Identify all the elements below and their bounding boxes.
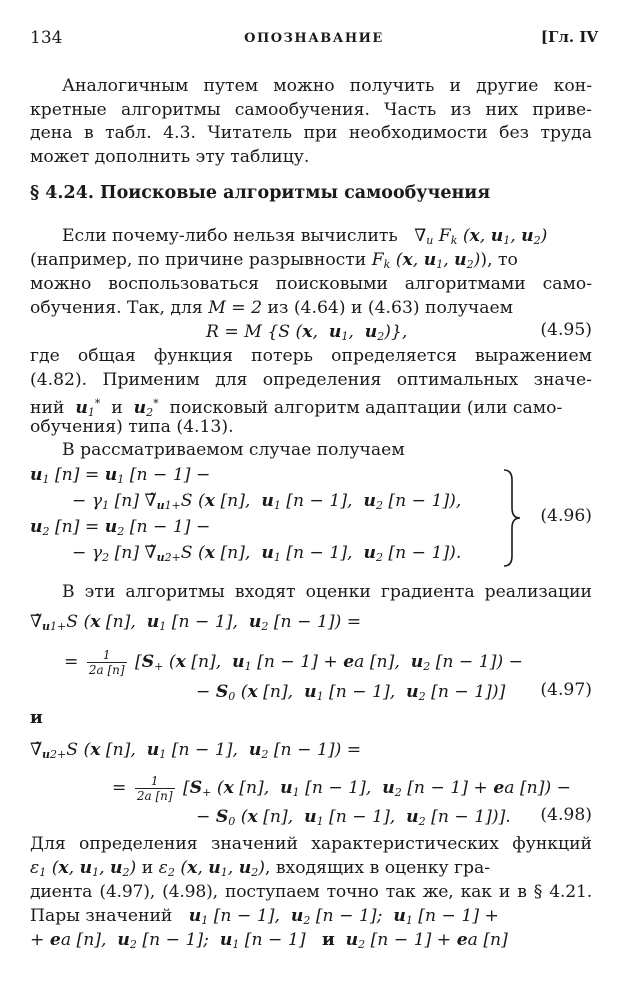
paragraph-intro-line: может дополнить эту таблицу.: [30, 146, 310, 167]
paragraph-line: Пары значений $u_1$ [n − 1], $u_2$ [n − 1]; $u_1$ [n − 1] +: [30, 906, 499, 927]
formula-inline: $F_k$ (x, $u_1$, $u_2$): [371, 250, 481, 271]
chapter-label: [Гл. IV: [540, 28, 598, 46]
equation-4-96-line: $u_2$ $[n] = u_2$ [n − 1] −: [30, 517, 211, 538]
formula-inline: $u_2$ [n − 1] + ea [n]: [345, 930, 508, 951]
paragraph-intro-line: Аналогичным путем можно получить и другие кон-: [62, 76, 592, 96]
paragraph-line: ний $u_1^*$ и $u_2^*$ поисковый алгоритм адаптации (или само-: [30, 397, 563, 419]
formula-inline: $\varepsilon_2$ (x, $u_1$, $u_2$): [158, 858, 265, 879]
equation-4-95: R = M {S (x, $u_1$, $u_2$)},: [206, 322, 408, 343]
equation-4-97-line: $\nablã_{u1+}S$ (x [n], $u_1$ [n − 1], $u_2$ [n − 1]) =: [30, 612, 362, 633]
equation-4-98-line: = $\frac{1}{2a [n]}$ [$S_+$ (x [n], $u_1$ [n − 1], $u_2$ [n − 1] + ea [n]) −: [112, 774, 572, 803]
paragraph-line: можно воспользоваться поисковыми алгоритмами само-: [30, 274, 592, 294]
paragraph-line: + ea [n], $u_2$ [n − 1]; $u_1$ [n − 1] и $u_2$ [n − 1] + ea [n]: [30, 930, 508, 951]
right-brace: [500, 468, 524, 568]
paragraph-line: (например, по причине разрывности $F_k$ (x, $u_1$, $u_2$)), то: [30, 250, 518, 271]
equation-4-96-line: $u_1$ $[n] = u_1$ [n − 1] −: [30, 465, 211, 486]
equation-4-96-line: − $\gamma_2$ [n] $\nablã_{u2+}S$ (x [n], $u_1$ [n − 1], $u_2$ [n − 1]).: [72, 543, 462, 564]
paragraph-line: (4.82). Применим для определения оптимальных значе-: [30, 369, 592, 390]
paragraph-intro-line: дена в табл. 4.3. Читатель при необходимости без труда: [30, 123, 592, 143]
equation-number: (4.97): [540, 680, 592, 700]
paragraph-line: В рассматриваемом случае получаем: [62, 440, 405, 460]
equation-4-96-line: − $\gamma_1$ [n] $\nablã_{u1+}S$ (x [n], $u_1$ [n − 1], $u_2$ [n − 1]),: [72, 491, 462, 512]
page-number: 134: [30, 28, 63, 48]
formula-inline: $\varepsilon_1$ (x, $u_1$, $u_2$): [30, 858, 137, 879]
paragraph-line: обучения. Так, для M = 2 из (4.64) и (4.63) получаем: [30, 298, 514, 318]
formula-inline: $u_1$ [n − 1], $u_2$ [n − 1]; $u_1$ [n − 1] +: [188, 906, 499, 927]
equation-4-98-line: $\nablã_{u2+}S$ (x [n], $u_1$ [n − 1], $u_2$ [n − 1]) =: [30, 740, 362, 761]
equation-4-98-line: − $S_0$ (x [n], $u_1$ [n − 1], $u_2$ [n − 1])].: [196, 807, 511, 828]
conjunction-and: и: [30, 708, 43, 728]
equation-number: (4.95): [540, 320, 592, 340]
formula-inline: $u_2^*$: [133, 397, 159, 419]
paragraph-line: обучения) типа (4.13).: [30, 416, 234, 437]
paragraph-line: где общая функция потерь определяется выражением: [30, 346, 592, 366]
page-header: [30, 28, 598, 50]
formula-inline: $u_1^*$: [75, 397, 101, 419]
equation-4-97-line: = $\frac{1}{2a [n]}$ [$S_+$ (x [n], $u_1$ [n − 1] + ea [n], $u_2$ [n − 1]) −: [64, 648, 524, 677]
paragraph-line: Для определения значений характеристических функций: [30, 834, 592, 854]
paragraph-line: Если почему-либо нельзя вычислить $\nabla_u$ $F_k$ (x, $u_1$, $u_2$): [62, 226, 548, 247]
paragraph-intro-line: кретные алгоритмы самообучения. Часть из них приве-: [30, 99, 592, 120]
paragraph-line: $\varepsilon_1$ (x, $u_1$, $u_2$) и $\varepsilon_2$ (x, $u_1$, $u_2$), входящих в оценку гра-: [30, 858, 491, 879]
equation-number: (4.96): [540, 506, 592, 526]
formula-inline: M = 2: [208, 298, 268, 318]
equation-4-97-line: − $S_0$ (x [n], $u_1$ [n − 1], $u_2$ [n − 1])]: [196, 682, 506, 703]
paragraph-line: В эти алгоритмы входят оценки градиента реализации: [62, 582, 592, 602]
equation-number: (4.98): [540, 805, 592, 825]
formula-inline: + ea [n], $u_2$ [n − 1]; $u_1$ [n − 1]: [30, 930, 317, 951]
section-heading: § 4.24. Поисковые алгоритмы самообучения: [30, 183, 491, 203]
formula-inline: $\nabla_u$ $F_k$ (x, $u_1$, $u_2$): [403, 226, 548, 247]
paragraph-line: диента (4.97), (4.98), поступаем точно так же, как и в § 4.21.: [30, 882, 592, 902]
running-title: ОПОЗНАВАНИЕ: [244, 31, 384, 46]
